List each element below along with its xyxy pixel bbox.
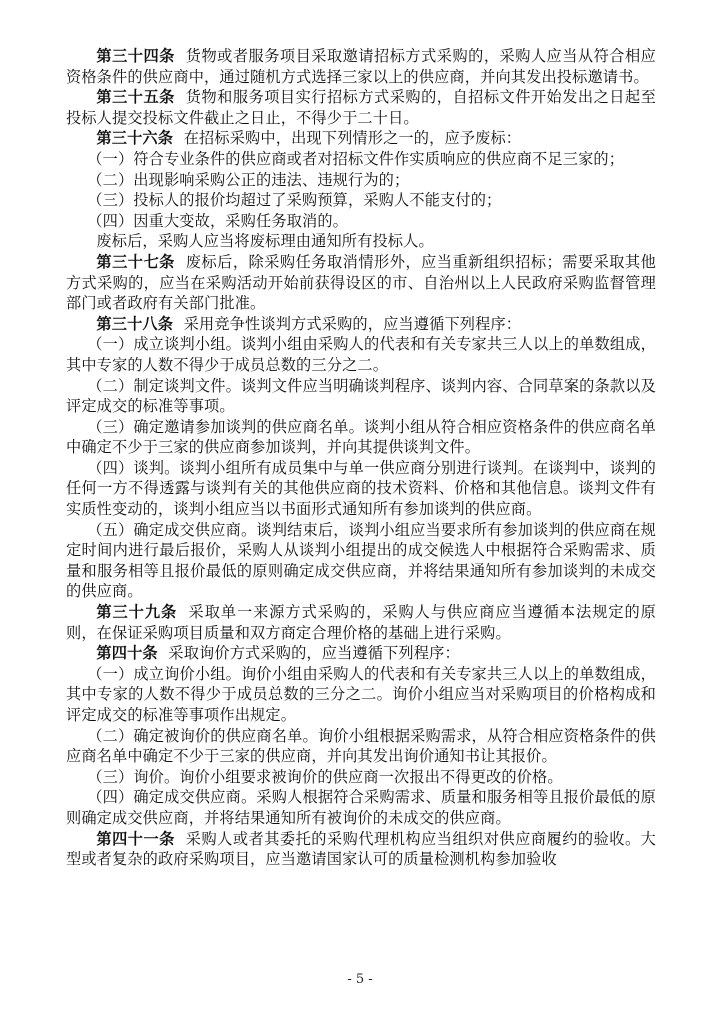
article-41 bbox=[66, 829, 656, 870]
clause-item: （一）成立谈判小组。谈判小组由采购人的代表和有关专家共三人以上的单数组成，其中专家的人数不得少于成员总数的三分之二。 bbox=[66, 335, 656, 374]
article-heading: 第四十条 bbox=[96, 644, 158, 663]
article-text: 在招标采购中，出现下列情形之一的，应予废标： bbox=[183, 129, 522, 148]
clause-paragraph: 废标后，采购人应当将废标理由通知所有投标人。 bbox=[96, 232, 434, 251]
article-text: 采取单一来源方式采购的，采购人与供应商应当遵循本法规定的原则，在保证采购项目质量和双方商定合理价格的基础上进行采购。 bbox=[66, 603, 656, 642]
article-36 bbox=[66, 128, 656, 149]
article-text: 采用竞争性谈判方式采购的，应当遵循下列程序： bbox=[183, 314, 522, 333]
article-text: 货物和服务项目实行招标方式采购的，自招标文件开始发出之日起至投标人提交投标文件截止之日止，不得少于二十日。 bbox=[66, 88, 657, 127]
clause-item: （四）谈判。谈判小组所有成员集中与单一供应商分别进行谈判。在谈判中，谈判的任何一方不得透露与谈判有关的其他供应商的技术资料、价格和其他信息。谈判文件有实质性变动的，谈判小组应当以书面形式通知所有参加谈判的供应商。 bbox=[66, 458, 656, 519]
article-heading: 第四十一条 bbox=[96, 829, 175, 848]
document-body bbox=[66, 46, 656, 870]
clause-item: （二）出现影响采购公正的违法、违规行为的； bbox=[87, 170, 410, 189]
article-heading: 第三十七条 bbox=[96, 252, 175, 271]
clause-item: （二）确定被询价的供应商名单。询价小组根据采购需求，从符合相应资格条件的供应商名单中确定不少于三家的供应商，并向其发出询价通知书让其报价。 bbox=[66, 726, 656, 766]
article-35 bbox=[66, 87, 656, 128]
article-text: 采购人或者其委托的采购代理机构应当组织对供应商履约的验收。大型或者复杂的政府采购项目，应当邀请国家认可的质量检测机构参加验收 bbox=[66, 829, 657, 869]
article-37 bbox=[66, 252, 656, 314]
page-number: - 5 - bbox=[347, 972, 373, 987]
article-heading: 第三十八条 bbox=[96, 314, 174, 333]
clause-item: （三）投标人的报价均超过了采购预算，采购人不能支付的； bbox=[87, 191, 502, 210]
article-38 bbox=[66, 314, 656, 335]
article-text: 废标后，除采购任务取消情形外，应当重新组织招标；需要采取其他方式采购的，应当在采购活动开始前获得设区的市、自治州以上人民政府采购监督管理部门或者政府有关部门批准。 bbox=[66, 252, 657, 313]
article-39 bbox=[66, 602, 656, 643]
clause-item: （五）确定成交供应商。谈判结束后，谈判小组应当要求所有参加谈判的供应商在规定时间内进行最后报价，采购人从谈判小组提出的成交候选人中根据符合采购需求、质量和服务相等且报价最低的原则确定成交供应商，并将结果通知所有参加谈判的未成交的供应商。 bbox=[66, 520, 656, 601]
article-heading: 第三十六条 bbox=[96, 129, 174, 148]
article-heading: 第三十五条 bbox=[96, 88, 175, 107]
article-heading: 第三十四条 bbox=[96, 47, 175, 65]
article-text: 货物或者服务项目采取邀请招标方式采购的，采购人应当从符合相应资格条件的供应商中，通过随机方式选择三家以上的供应商，并向其发出投标邀请书。 bbox=[66, 47, 657, 86]
clause-item: （一）符合专业条件的供应商或者对招标文件作实质响应的供应商不足三家的； bbox=[87, 149, 625, 168]
clause-item: （一）成立询价小组。询价小组由采购人的代表和有关专家共三人以上的单数组成，其中专家的人数不得少于成员总数的三分之二。询价小组应当对采购项目的价格构成和评定成交的标准等事项作出规定。 bbox=[66, 664, 656, 724]
clause-item: （四）因重大变故，采购任务取消的。 bbox=[87, 211, 349, 230]
article-heading: 第三十九条 bbox=[96, 603, 178, 622]
clause-item: （三）确定邀请参加谈判的供应商名单。谈判小组从符合相应资格条件的供应商名单中确定不少于三家的供应商参加谈判，并向其提供谈判文件。 bbox=[66, 417, 656, 457]
article-34 bbox=[66, 46, 656, 87]
clause-item: （二）制定谈判文件。谈判文件应当明确谈判程序、谈判内容、合同草案的条款以及评定成交的标准等事项。 bbox=[66, 376, 656, 416]
article-text: 采取询价方式采购的，应当遵循下列程序： bbox=[168, 644, 460, 663]
clause-item: （三）询价。询价小组要求被询价的供应商一次报出不得更改的价格。 bbox=[87, 767, 563, 786]
article-40 bbox=[66, 643, 656, 664]
clause-item: （四）确定成交供应商。采购人根据符合采购需求、质量和服务相等且报价最低的原则确定成交供应商，并将结果通知所有被询价的未成交的供应商。 bbox=[66, 788, 656, 827]
